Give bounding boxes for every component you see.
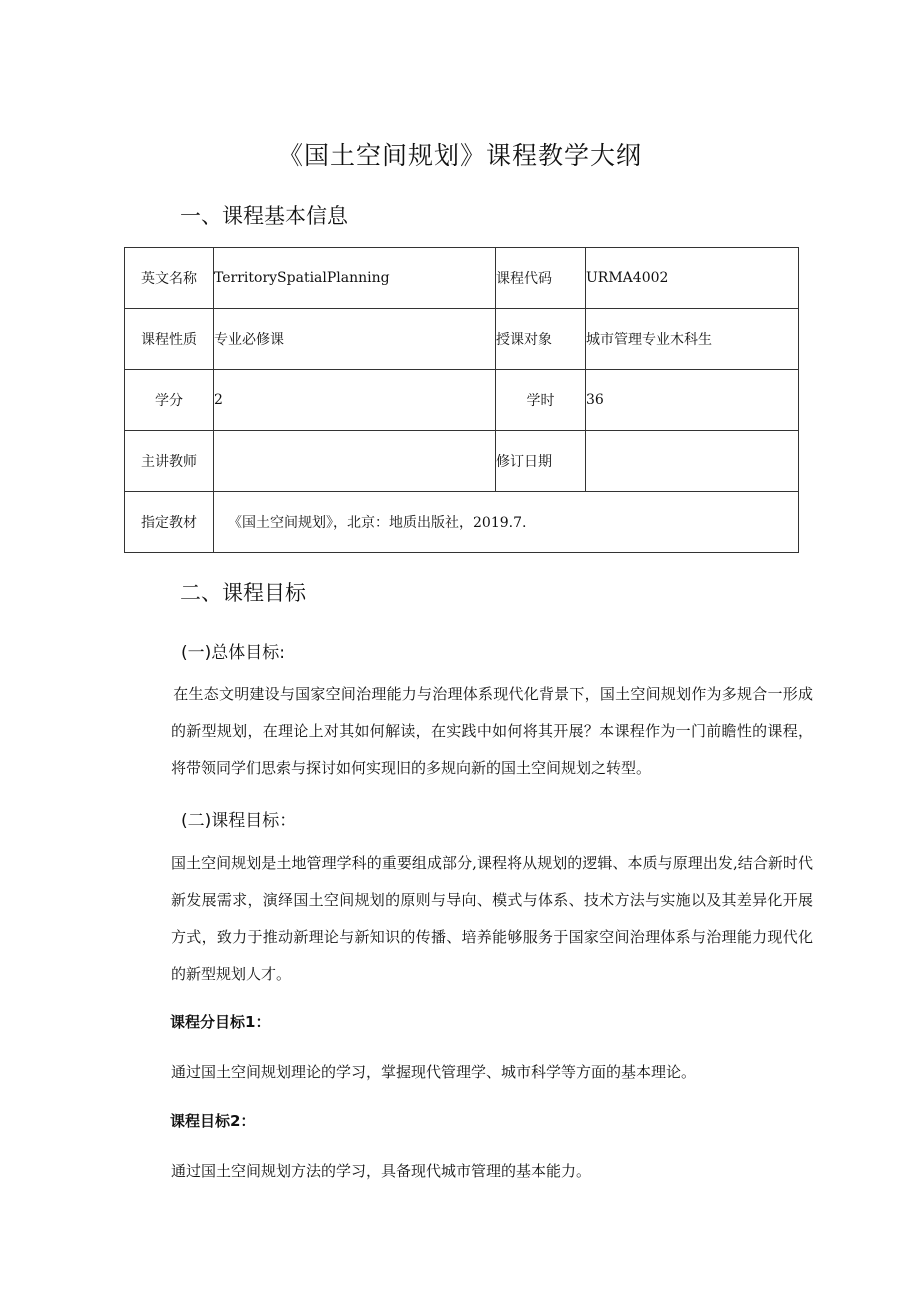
course-info-table (124, 247, 799, 553)
label-audience: 授课对象 (496, 309, 586, 370)
table-row (125, 370, 799, 431)
label-course-code: 课程代码 (496, 248, 586, 309)
value-course-type: 专业必修课 (214, 309, 496, 370)
table-row (125, 492, 799, 553)
label-instructor: 主讲教师 (125, 431, 214, 492)
label-textbook: 指定教材 (125, 492, 214, 553)
paragraph-course-objective (171, 845, 813, 993)
value-revision-date (586, 431, 799, 492)
sub-objective-2-text: 通过国土空间规划方法的学习，具备现代城市管理的基本能力。 (171, 1162, 592, 1180)
sub-objective-1-text: 通过国土空间规划理论的学习，掌握现代管理学、城市科学等方面的基本理论。 (171, 1063, 697, 1081)
paragraph-course-text: 国土空间规划是土地管理学科的重要组成部分,课程将从规划的逻辑、本质与原理出发,结合新时代新发展需求，演绎国土空间规划的原则与导向、模式与体系、技术方法与实施以及其差异化开展方式，致力于推动新理论与新知识的传播、培养能够服务于国家空间治理体系与治理能力现代化的新型规划人才。 (171, 854, 813, 983)
section-heading-basic-info: 一、课程基本信息 (180, 204, 348, 228)
paragraph-overall-text: 在生态文明建设与国家空间治理能力与治理体系现代化背景下，国土空间规划作为多规合一形成的新型规划，在理论上对其如何解读，在实践中如何将其开展？本课程作为一门前瞻性的课程，将带领同学们思索与探讨如何实现旧的多规向新的国土空间规划之转型。 (171, 685, 813, 777)
table-row (125, 248, 799, 309)
value-credits: 2 (214, 370, 496, 431)
section-heading-objectives: 二、课程目标 (180, 581, 306, 605)
subheading-overall-objective: (一)总体目标: (181, 643, 285, 663)
table-row (125, 431, 799, 492)
label-credits: 学分 (125, 370, 214, 431)
value-audience: 城市管理专业木科生 (586, 309, 799, 370)
label-course-type: 课程性质 (125, 309, 214, 370)
paragraph-overall-objective (171, 676, 813, 787)
label-revision-date: 修订日期 (496, 431, 586, 492)
table-row (125, 309, 799, 370)
value-course-code: URMA4002 (586, 248, 799, 309)
sub-objective-2-label: 课程目标2： (170, 1112, 256, 1130)
subheading-course-objective: (二)课程目标： (181, 811, 297, 831)
sub-objective-1-label: 课程分目标1： (170, 1013, 271, 1031)
value-instructor (214, 431, 496, 492)
value-hours: 36 (586, 370, 799, 431)
value-textbook: 《国土空间规划》，北京：地质出版社，2019.7. (214, 492, 799, 553)
label-hours: 学时 (496, 370, 586, 431)
document-title: 《国土空间规划》课程教学大纲 (277, 141, 642, 170)
value-english-name: TerritorySpatialPlanning (214, 248, 496, 309)
label-english-name: 英文名称 (125, 248, 214, 309)
